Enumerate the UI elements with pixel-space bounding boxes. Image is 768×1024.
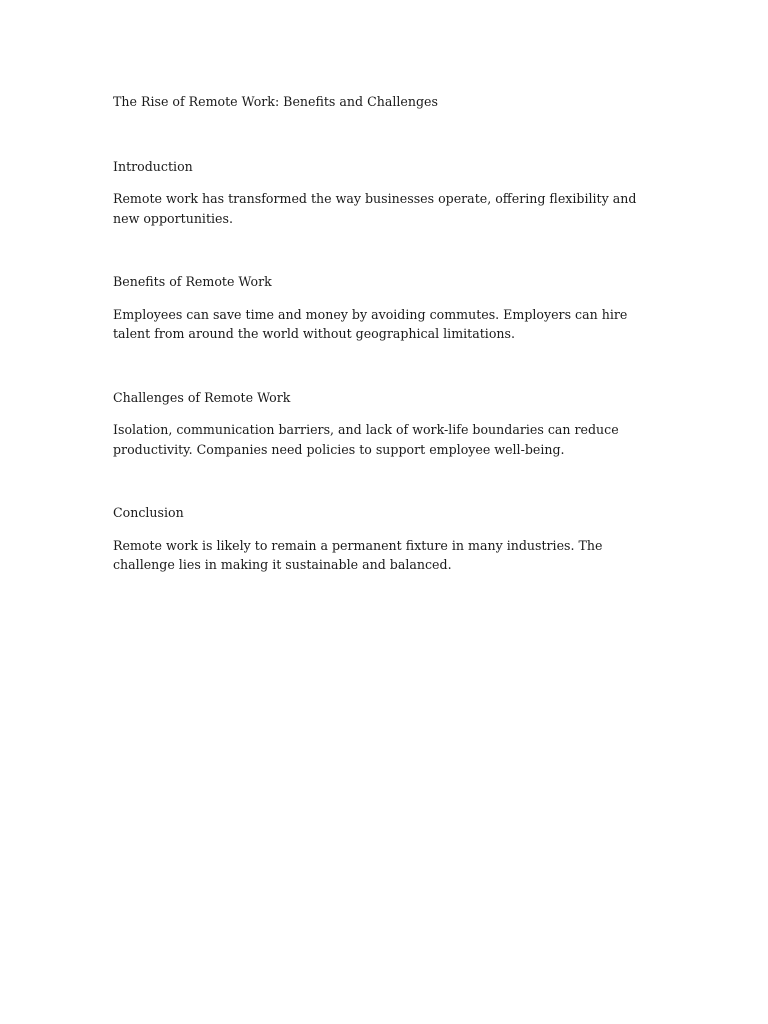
section-paragraph-challenges: Isolation, communication barriers, and lack of work-life boundaries can reduce productivity. Companies need policies to support employee well-being. <box>113 422 619 457</box>
section-paragraph-conclusion: Remote work is likely to remain a permanent fixture in many industries. The challenge lies in making it sustainable and balanced. <box>113 537 603 572</box>
section-paragraph-benefits: Employees can save time and money by avoiding commutes. Employers can hire talent from around the world without geographical limitations. <box>113 306 628 341</box>
section-heading-conclusion: Conclusion <box>113 505 184 520</box>
document-title: The Rise of Remote Work: Benefits and Challenges <box>113 94 438 109</box>
section-paragraph-introduction: Remote work has transformed the way businesses operate, offering flexibility and new opportunities. <box>113 191 637 226</box>
section-heading-benefits: Benefits of Remote Work <box>113 274 272 289</box>
section-heading-challenges: Challenges of Remote Work <box>113 389 291 405</box>
document-body <box>113 92 661 575</box>
section-heading-introduction: Introduction <box>113 158 193 174</box>
